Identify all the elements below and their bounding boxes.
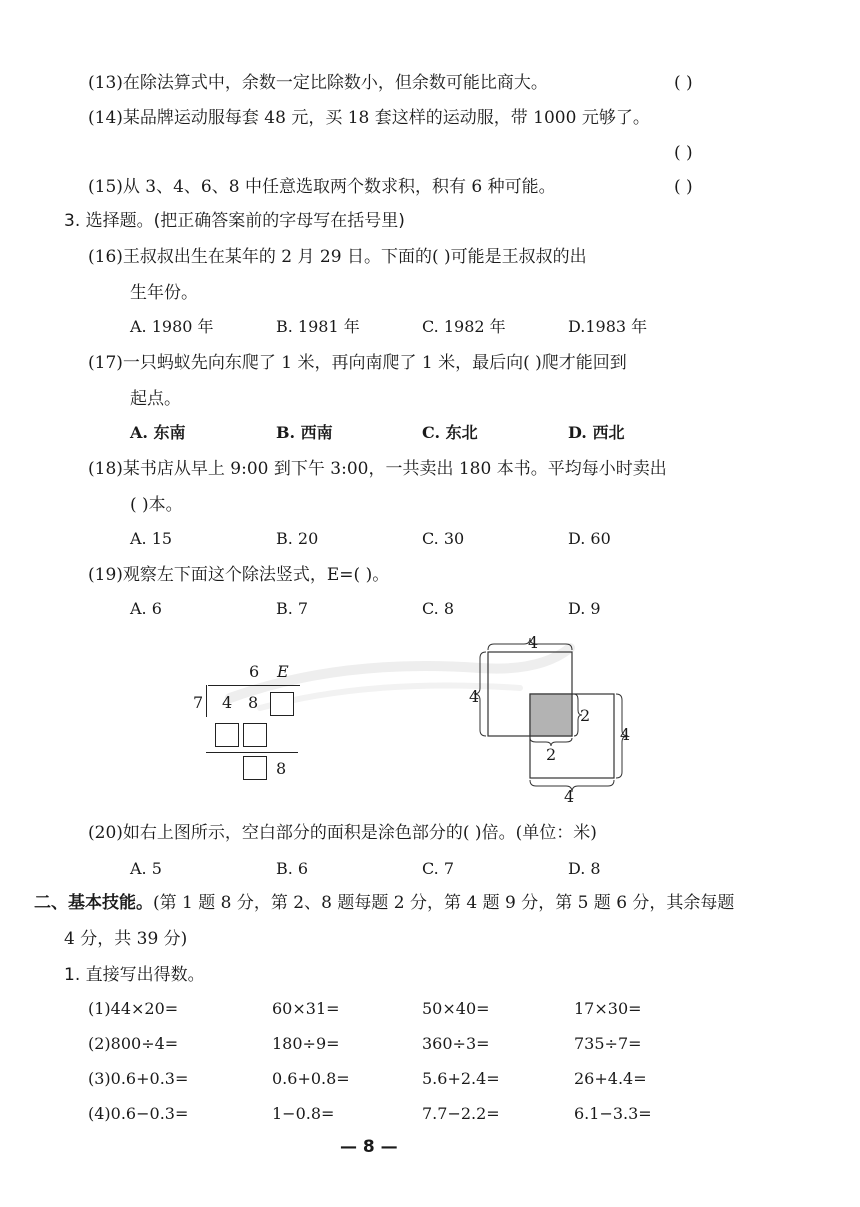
remainder-digit: 8 [276, 759, 287, 778]
calc-3-1: (3)0.6+0.3= [88, 1069, 189, 1088]
q17-option-b[interactable]: B. 西南 [276, 423, 333, 442]
label-big-left: 4 [469, 687, 480, 706]
q16-line2: 生年份。 [130, 283, 198, 303]
product-blank-box-1[interactable] [215, 723, 239, 747]
q17-line1: (17)一只蚂蚁先向东爬了 1 米，再向南爬了 1 米，最后向( )爬才能回到 [88, 353, 627, 373]
q19-option-c[interactable]: C. 8 [422, 599, 455, 618]
subtraction-line [206, 752, 298, 753]
q16-option-c[interactable]: C. 1982 年 [422, 317, 506, 336]
label-shaded-bottom: 2 [546, 745, 557, 764]
label-small-bottom: 4 [564, 787, 575, 806]
q20-option-c[interactable]: C. 7 [422, 859, 455, 878]
label-shaded-right: 2 [580, 706, 591, 725]
quotient-digit: 6 [249, 662, 260, 681]
q15-text: (15)从 3、4、6、8 中任意选取两个数求积，积有 6 种可能。 [88, 177, 556, 197]
calc-3-2: 0.6+0.8= [272, 1069, 350, 1088]
calc-4-2: 1−0.8= [272, 1104, 335, 1123]
q19-option-a[interactable]: A. 6 [130, 599, 162, 618]
remainder-blank-box[interactable] [243, 756, 267, 780]
label-big-top: 4 [528, 633, 539, 652]
q18-option-a[interactable]: A. 15 [130, 529, 173, 548]
q20-option-a[interactable]: A. 5 [130, 859, 162, 878]
calc-2-4: 735÷7= [574, 1034, 642, 1053]
q20-option-b[interactable]: B. 6 [276, 859, 309, 878]
calc-3-3: 5.6+2.4= [422, 1069, 500, 1088]
calc-1-4: 17×30= [574, 999, 642, 1018]
calc-1-1: (1)44×20= [88, 999, 179, 1018]
calc-4-3: 7.7−2.2= [422, 1104, 500, 1123]
q19-line1: (19)观察左下面这个除法竖式，E=( )。 [88, 565, 390, 585]
part-2-line2: 4 分，共 39 分) [64, 929, 188, 949]
q18-option-b[interactable]: B. 20 [276, 529, 319, 548]
calc-2-2: 180÷9= [272, 1034, 340, 1053]
division-bracket [206, 685, 207, 717]
calc-2-1: (2)800÷4= [88, 1034, 179, 1053]
q18-option-d[interactable]: D. 60 [568, 529, 611, 548]
q17-option-d[interactable]: D. 西北 [568, 423, 625, 442]
q16-option-b[interactable]: B. 1981 年 [276, 317, 360, 336]
q14-text: (14)某品牌运动服每套 48 元，买 18 套这样的运动服，带 1000 元够了。 [88, 108, 650, 128]
q20-option-d[interactable]: D. 8 [568, 859, 601, 878]
q13-answer-paren[interactable]: ( ) [674, 73, 693, 93]
division-bar [208, 685, 300, 686]
q16-option-d[interactable]: D.1983 年 [568, 317, 648, 336]
part-2-heading: 二、基本技能。 [34, 893, 153, 913]
q15-answer-paren[interactable]: ( ) [674, 177, 693, 197]
q16-option-a[interactable]: A. 1980 年 [130, 317, 214, 336]
dividend-digit-2: 8 [248, 693, 259, 712]
q14-answer-paren[interactable]: ( ) [674, 143, 693, 163]
calc-4-4: 6.1−3.3= [574, 1104, 652, 1123]
calc-2-3: 360÷3= [422, 1034, 490, 1053]
overlapping-squares-figure [464, 630, 644, 810]
q17-option-a[interactable]: A. 东南 [130, 423, 186, 442]
q17-option-c[interactable]: C. 东北 [422, 423, 478, 442]
dividend-blank-box[interactable] [270, 692, 294, 716]
section-3-title: 3. 选择题。(把正确答案前的字母写在括号里) [64, 211, 405, 231]
shaded-overlap [530, 694, 572, 736]
calc-4-1: (4)0.6−0.3= [88, 1104, 189, 1123]
q13-text: (13)在除法算式中，余数一定比除数小，但余数可能比商大。 [88, 73, 548, 93]
q16-line1: (16)王叔叔出生在某年的 2 月 29 日。下面的( )可能是王叔叔的出 [88, 247, 587, 267]
divisor: 7 [193, 693, 204, 712]
q18-line2: ( )本。 [130, 495, 183, 515]
page-number: — 8 — [340, 1137, 398, 1157]
q18-option-c[interactable]: C. 30 [422, 529, 465, 548]
dividend-digit-1: 4 [222, 693, 233, 712]
q17-line2: 起点。 [130, 389, 181, 409]
q19-option-d[interactable]: D. 9 [568, 599, 601, 618]
label-small-right: 4 [620, 725, 631, 744]
part-2-q1-title: 1. 直接写出得数。 [64, 965, 205, 985]
q19-option-b[interactable]: B. 7 [276, 599, 309, 618]
quotient-letter-e: E [277, 662, 289, 681]
calc-1-3: 50×40= [422, 999, 490, 1018]
calc-1-2: 60×31= [272, 999, 340, 1018]
product-blank-box-2[interactable] [243, 723, 267, 747]
part-2-line1: 二、基本技能。(第 1 题 8 分，第 2、8 题每题 2 分，第 4 题 9 分，第 5 题 6 分，其余每题 [34, 893, 735, 913]
calc-3-4: 26+4.4= [574, 1069, 647, 1088]
q20-line1: (20)如右上图所示，空白部分的面积是涂色部分的( )倍。(单位：米) [88, 823, 597, 843]
q18-line1: (18)某书店从早上 9:00 到下午 3:00，一共卖出 180 本书。平均每小时卖出 [88, 459, 667, 479]
